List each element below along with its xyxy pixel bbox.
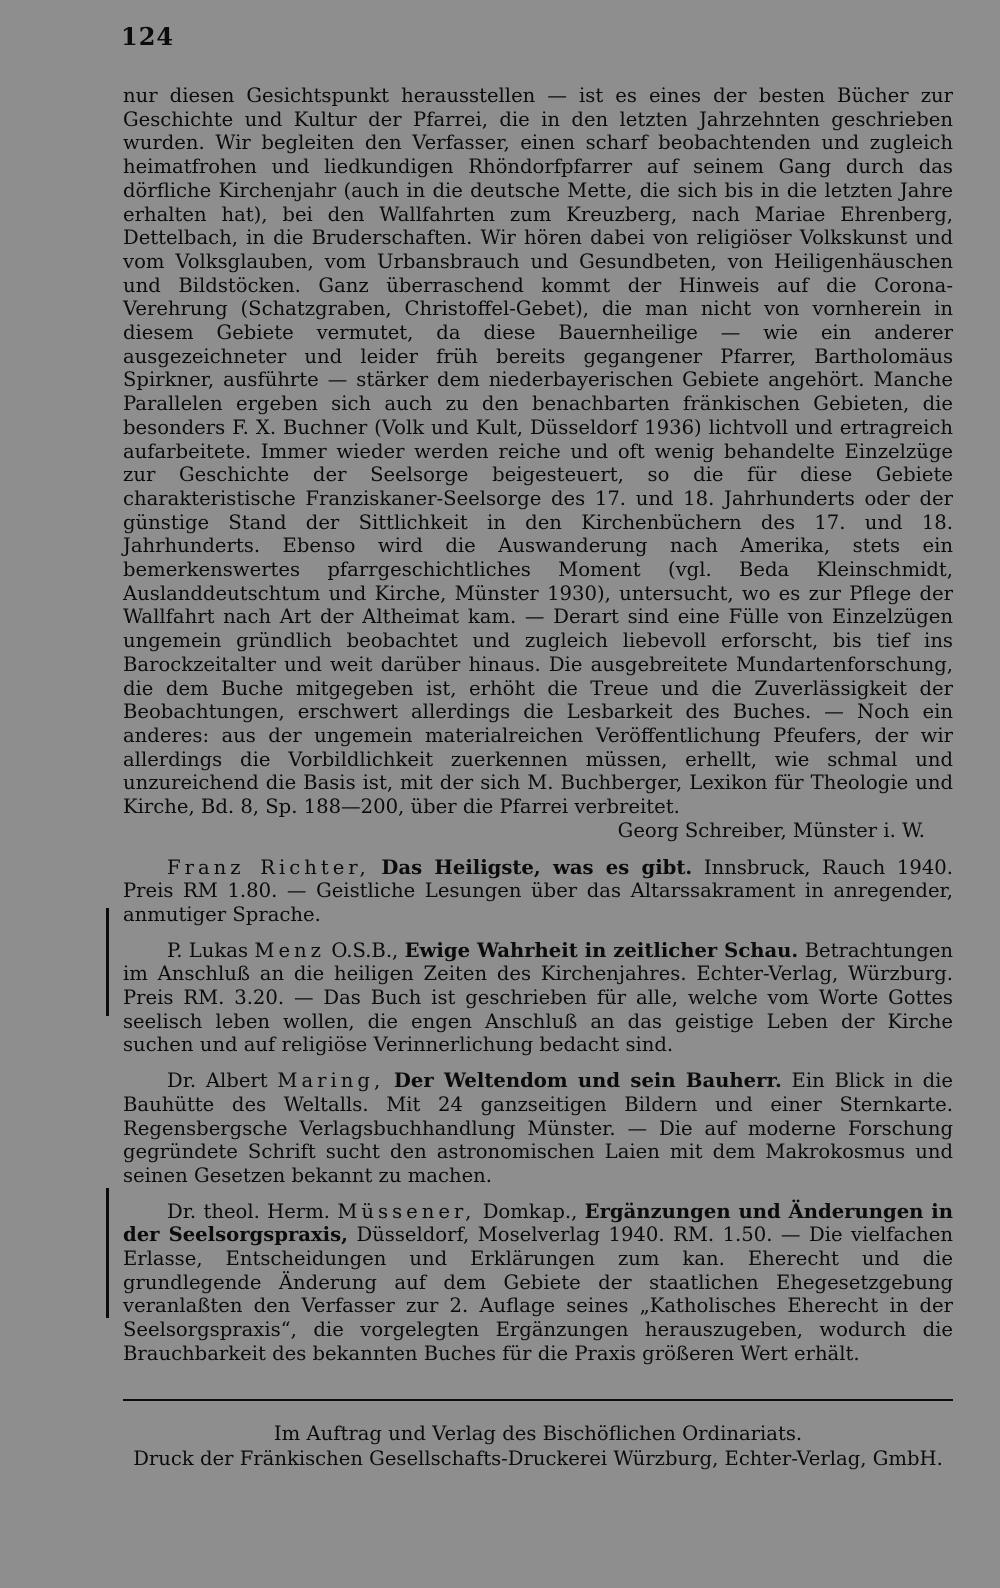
imprint-line-2: Druck der Fränkischen Gesellschafts-Druckerei Würzburg, Echter-Verlag, GmbH. — [133, 1447, 943, 1470]
book-entry-muessener — [123, 1200, 953, 1366]
entry-title: Das Heiligste, was es gibt. — [381, 855, 693, 879]
imprint-line-1: Im Auftrag und Verlag des Bischöflichen Ordinariats. — [273, 1422, 803, 1445]
entry-text: Betrachtungen im Anschluß an die heiligen Zeiten des Kirchenjahres. Echter-Verlag, Würzburg. Preis RM. 3.20. — Das Buch ist geschrieben für alle, welche vom Worte Gottes seelisch leben wollen, die engen Anschluß an das geistige Leben der Kirche suchen und auf religiöse Verinnerlichung bedacht sind. — [123, 938, 953, 1057]
book-entry-richter — [123, 856, 953, 927]
entry-suffix: Domkap., — [482, 1199, 578, 1223]
entry-text: Innsbruck, Rauch 1940. Preis RM 1.80. — Geistliche Lesungen über das Altarssakrament in anregender, anmutiger Sprache. — [123, 855, 953, 926]
book-entry-maring — [123, 1069, 953, 1188]
entry-title: Der Weltendom und sein Bauherr. — [393, 1069, 782, 1093]
book-entry-menz — [123, 939, 953, 1058]
margin-marker-line — [106, 1188, 109, 1318]
entry-prefix: Dr. Albert — [167, 1069, 268, 1093]
review-continuation-text: nur diesen Gesichtspunkt herausstellen — ist es eines der besten Bücher zur Geschichte und Kultur der Pfarrei, die in den letzten Jahrzehnten geschrieben wurden. Wir begleiten den Verfasser, einen scharf beobachtenden und zugleich heimatfrohen und liedkundigen Rhöndorfpfarrer auf seinem Gang durch das dörfliche Kirchenjahr (auch in die deutsche Mette, die sich bis in die letzten Jahre erhalten hat), bei den Wallfahrten zum Kreuzberg, nach Mariae Ehrenberg, Dettelbach, in die Bruderschaften. Wir hören dabei von religiöser Volkskunst und vom Volksglauben, vom Urbansbrauch und Gesundbeten, von Heiligenhäuschen und Bildstöcken. Ganz überraschend kommt der Hinweis auf die Corona-Verehrung (Schatzgraben, Christoffel-Gebet), die man nicht von vornherein in diesem Gebiete vermutet, da diese Bauernheilige — wie ein anderer ausgezeichneter und leider früh bereits gegangener Pfarrer, Bartholomäus Spirkner, ausführte — stärker dem niederbayerischen Gebiete angehört. Manche Parallelen ergeben sich auch zu den benachbarten fränkischen Gebieten, die besonders F. X. Buchner (Volk und Kult, Düsseldorf 1936) lichtvoll und ertragreich aufarbeitete. Immer wieder werden reiche und oft wenig behandelte Einzelzüge zur Geschichte der Seelsorge beigesteuert, so die für diese Gebiete charakteristische Franziskaner-Seelsorge des 17. und 18. Jahrhunderts oder der günstige Stand der Sittlichkeit in den Kirchenbüchern des 17. und 18. Jahrhunderts. Ebenso wird die Auswanderung nach Amerika, stets ein bemerkenswertes pfarrgeschichtliches Moment (vgl. Beda Kleinschmidt, Auslanddeutschtum und Kirche, Münster 1930), untersucht, wo es zur Pflege der Wallfahrt nach Art der Altheimat kam. — Derart sind eine Fülle von Einzelzügen ungemein gründlich beobachtet und zugleich liebevoll erforscht, bis tief ins Barockzeitalter und weit darüber hinaus. Die ausgebreitete Mundartenforschung, die dem Buche mitgegeben ist, erhöht die Treue und die Zuverlässigkeit der Beobachtungen, erschwert allerdings die Lesbarkeit des Buches. — Noch ein anderes: aus der ungemein materialreichen Veröffentlichung Pfeufers, der wir allerdings die Vorbildlichkeit zuerkennen müssen, erhellt, wie schmal und unzureichend die Basis ist, mit der sich M. Buchberger, Lexikon für Theologie und Kirche, Bd. 8, Sp. 188—200, über die Pfarrei verbreitet. — [123, 84, 953, 819]
entry-author: Maring, — [277, 1069, 385, 1093]
entry-author: Menz — [254, 938, 325, 962]
footer-divider — [123, 1399, 953, 1401]
page-number: 124 — [121, 22, 175, 51]
entry-title: Ewige Wahrheit in zeitlicher Schau. — [404, 938, 799, 962]
entry-text: Ein Blick in die Bauhütte des Weltalls. Mit 24 ganzseitigen Bildern und einer Sternkarte. Regensbergsche Verlagsbuchhandlung Münster. — Die auf moderne Forschung gegründete Schrift sucht den astronomischen Laien mit dem Makrokosmus und seinen Gesetzen bekannt zu machen. — [123, 1069, 953, 1187]
entry-prefix: P. Lukas — [167, 938, 249, 962]
entry-suffix: O.S.B., — [331, 938, 399, 962]
imprint-footer — [123, 1421, 953, 1471]
entry-title: Ergänzungen und Änderungen in der Seelsorgspraxis, — [123, 1199, 953, 1247]
margin-marker-line — [106, 908, 109, 1016]
review-signature: Georg Schreiber, Münster i. W. — [617, 818, 925, 842]
entry-text: Düsseldorf, Moselverlag 1940. RM. 1.50. — Die vielfachen Erlasse, Entscheidungen und Erklärungen zum kan. Eherecht und die grundlegende Änderung auf dem Gebiete der staatlichen Ehegesetzgebung veranlaßten den Verfasser zur 2. Auflage seines „Katholisches Eherecht in der Seelsorgspraxis“, die vorgelegten Ergänzungen herauszugeben, wodurch die Brauchbarkeit des bekannten Buches für die Praxis größeren Wert erhält. — [123, 1223, 953, 1365]
entry-author: Müssener, — [337, 1199, 476, 1223]
entry-prefix: Dr. theol. Herm. — [167, 1199, 331, 1223]
entry-author: Franz Richter, — [167, 855, 370, 879]
text-column — [123, 84, 953, 1366]
